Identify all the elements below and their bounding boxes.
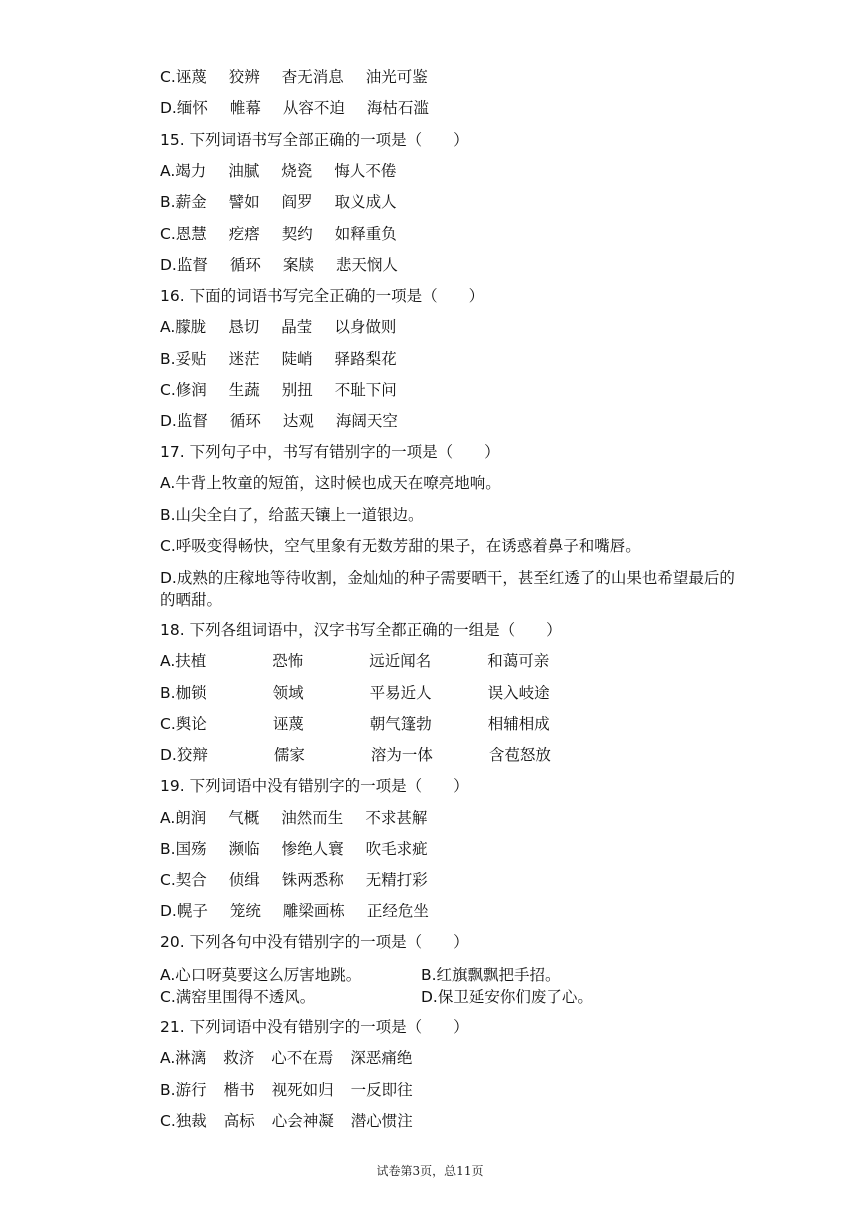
option-word: 独裁 — [175, 1112, 207, 1130]
option-word: 油腻 — [228, 162, 260, 180]
option-word: 修润 — [175, 381, 207, 399]
option-word: 晶莹 — [281, 318, 313, 336]
question-stem: 15. 下列词语书写全部正确的一项是（ ） — [160, 131, 469, 149]
answer-option-sentence: A.牛背上牧童的短笛，这时候也成天在嘹亮地响。 — [160, 474, 501, 492]
answer-option-sentence: D.成熟的庄稼地等待收割，金灿灿的种子需要晒干，甚至红透了的山果也希望最后的的晒甜。 — [160, 569, 735, 609]
option-word: 海枯石滥 — [366, 99, 429, 117]
option-word: 远近闻名 — [369, 652, 432, 670]
option-word: 视死如归 — [271, 1081, 334, 1099]
option-word: 潜心惯注 — [350, 1112, 413, 1130]
option-word: 监督 — [176, 256, 208, 274]
option-word: 油然而生 — [281, 809, 344, 827]
option-word: 无精打彩 — [365, 871, 428, 889]
option-word: 诬蔑 — [272, 715, 304, 733]
option-word: 生蔬 — [228, 381, 260, 399]
option-word: 游行 — [175, 1081, 207, 1099]
option-word: 领域 — [272, 684, 304, 702]
answer-option-sentence: C.呼吸变得畅快，空气里象有无数芳甜的果子，在诱惑着鼻子和嘴唇。 — [160, 537, 641, 555]
option-word: 迷茫 — [228, 350, 260, 368]
answer-option — [160, 67, 428, 87]
option-word: 濒临 — [228, 840, 260, 858]
option-word: 正经危坐 — [366, 902, 429, 920]
answer-option-left: C.满窑里围得不透风。 — [160, 988, 316, 1006]
answer-option — [160, 808, 427, 828]
question-stem: 19. 下列词语中没有错别字的一项是（ ） — [160, 777, 469, 795]
option-word: 悔人不倦 — [334, 162, 397, 180]
answer-option — [160, 224, 397, 244]
option-word: 契约 — [281, 225, 313, 243]
option-word: 高标 — [223, 1112, 255, 1130]
option-word: 狡辨 — [228, 68, 260, 86]
option-word: 薪金 — [175, 193, 207, 211]
option-word: 以身做则 — [334, 318, 397, 336]
option-label: C. — [160, 715, 176, 733]
option-word: 譬如 — [228, 193, 260, 211]
answer-option — [160, 870, 428, 890]
option-word: 扶植 — [175, 652, 207, 670]
answer-option — [160, 411, 398, 431]
option-word: 循环 — [229, 412, 261, 430]
option-label: A. — [160, 318, 176, 336]
option-word: 和蔼可亲 — [487, 652, 550, 670]
option-word: 相辅相成 — [487, 715, 550, 733]
option-word: 淋漓 — [175, 1049, 207, 1067]
answer-option-right: B.红旗飘飘把手招。 — [421, 966, 561, 984]
option-word: 含苞怒放 — [488, 746, 551, 764]
option-word: 帷幕 — [229, 99, 261, 117]
option-word: 循环 — [229, 256, 261, 274]
question-stem: 21. 下列词语中没有错别字的一项是（ ） — [160, 1018, 469, 1036]
option-word: 恐怖 — [272, 652, 304, 670]
answer-option-sentence: B.山尖全白了，给蓝天镶上一道银边。 — [160, 506, 424, 524]
option-word: 救济 — [223, 1049, 255, 1067]
option-word: 竭力 — [175, 162, 207, 180]
page-footer: 试卷第3页，总11页 — [376, 1164, 484, 1178]
option-word: 陡峭 — [281, 350, 313, 368]
option-word: 惨绝人寰 — [281, 840, 344, 858]
option-label: A. — [160, 162, 176, 180]
option-word: 一反即往 — [350, 1081, 413, 1099]
option-word: 枷锁 — [175, 684, 207, 702]
option-label: A. — [160, 809, 176, 827]
answer-option — [160, 98, 429, 118]
option-word: 烧瓷 — [281, 162, 313, 180]
answer-option — [160, 683, 554, 703]
option-word: 朦胧 — [175, 318, 207, 336]
answer-option-right: D.保卫延安你们废了心。 — [421, 988, 593, 1006]
option-word: 恳切 — [228, 318, 260, 336]
question-stem: 20. 下列各句中没有错别字的一项是（ ） — [160, 933, 469, 951]
option-word: 监督 — [176, 412, 208, 430]
option-word: 不求甚解 — [365, 809, 428, 827]
option-word: 缅怀 — [176, 99, 208, 117]
option-word: 别扭 — [281, 381, 313, 399]
option-word: 笼统 — [229, 902, 261, 920]
answer-option — [160, 317, 396, 337]
option-word: 不耻下问 — [334, 381, 397, 399]
answer-option — [160, 349, 397, 369]
answer-option-left: A.心口呀莫要这么厉害地跳。 — [160, 966, 362, 984]
option-word: 吹毛求疵 — [365, 840, 428, 858]
option-word: 国殇 — [175, 840, 207, 858]
option-word: 海阔天空 — [335, 412, 398, 430]
option-word: 阎罗 — [281, 193, 313, 211]
option-word: 达观 — [282, 412, 314, 430]
option-label: D. — [160, 99, 177, 117]
answer-option — [160, 1048, 412, 1068]
option-word: 案牍 — [282, 256, 314, 274]
option-word: 侦缉 — [228, 871, 260, 889]
answer-option — [160, 714, 554, 734]
option-word: 油光可鉴 — [365, 68, 428, 86]
option-label: D. — [160, 412, 177, 430]
option-word: 朝气篷勃 — [369, 715, 432, 733]
option-word: 幌子 — [176, 902, 208, 920]
option-word: 朗润 — [175, 809, 207, 827]
option-word: 雕梁画栋 — [282, 902, 345, 920]
option-word: 儒家 — [273, 746, 305, 764]
option-label: B. — [160, 684, 176, 702]
option-label: B. — [160, 350, 176, 368]
option-label: C. — [160, 225, 176, 243]
answer-option — [160, 839, 428, 859]
option-label: C. — [160, 871, 176, 889]
question-stem: 17. 下列句子中，书写有错别字的一项是（ ） — [160, 443, 500, 461]
option-word: 深恶痛绝 — [350, 1049, 413, 1067]
option-word: 平易近人 — [369, 684, 432, 702]
answer-option — [160, 161, 396, 181]
option-word: 误入岐途 — [487, 684, 550, 702]
answer-option — [160, 255, 398, 275]
option-word: 楷书 — [223, 1081, 255, 1099]
answer-option — [160, 192, 397, 212]
option-word: 恩慧 — [175, 225, 207, 243]
option-word: 取义成人 — [334, 193, 397, 211]
option-label: A. — [160, 652, 176, 670]
option-word: 疙瘩 — [228, 225, 260, 243]
answer-option — [160, 380, 397, 400]
answer-option — [160, 745, 555, 765]
option-word: 铢两悉称 — [281, 871, 344, 889]
option-word: 溶为一体 — [370, 746, 433, 764]
option-word: 诬蔑 — [175, 68, 207, 86]
option-word: 心会神凝 — [271, 1112, 334, 1130]
option-word: 心不在焉 — [271, 1049, 334, 1067]
option-word: 驿路梨花 — [334, 350, 397, 368]
option-word: 如释重负 — [334, 225, 397, 243]
option-label: A. — [160, 1049, 176, 1067]
question-stem: 16. 下面的词语书写完全正确的一项是（ ） — [160, 287, 485, 305]
option-label: C. — [160, 68, 176, 86]
option-word: 悲天悯人 — [335, 256, 398, 274]
option-word: 杳无消息 — [281, 68, 344, 86]
option-label: B. — [160, 1081, 176, 1099]
option-label: D. — [160, 746, 177, 764]
answer-option — [160, 1080, 413, 1100]
option-label: C. — [160, 1112, 176, 1130]
option-word: 从容不迫 — [282, 99, 345, 117]
option-word: 契合 — [175, 871, 207, 889]
option-label: B. — [160, 840, 176, 858]
option-label: B. — [160, 193, 176, 211]
option-label: C. — [160, 381, 176, 399]
answer-option — [160, 1111, 413, 1131]
question-stem: 18. 下列各组词语中，汉字书写全都正确的一组是（ ） — [160, 621, 562, 639]
answer-option — [160, 901, 429, 921]
option-word: 妥贴 — [175, 350, 207, 368]
option-word: 气概 — [228, 809, 260, 827]
option-label: D. — [160, 902, 177, 920]
answer-option — [160, 651, 553, 671]
option-word: 狡辩 — [176, 746, 208, 764]
option-word: 舆论 — [175, 715, 207, 733]
option-label: D. — [160, 256, 177, 274]
